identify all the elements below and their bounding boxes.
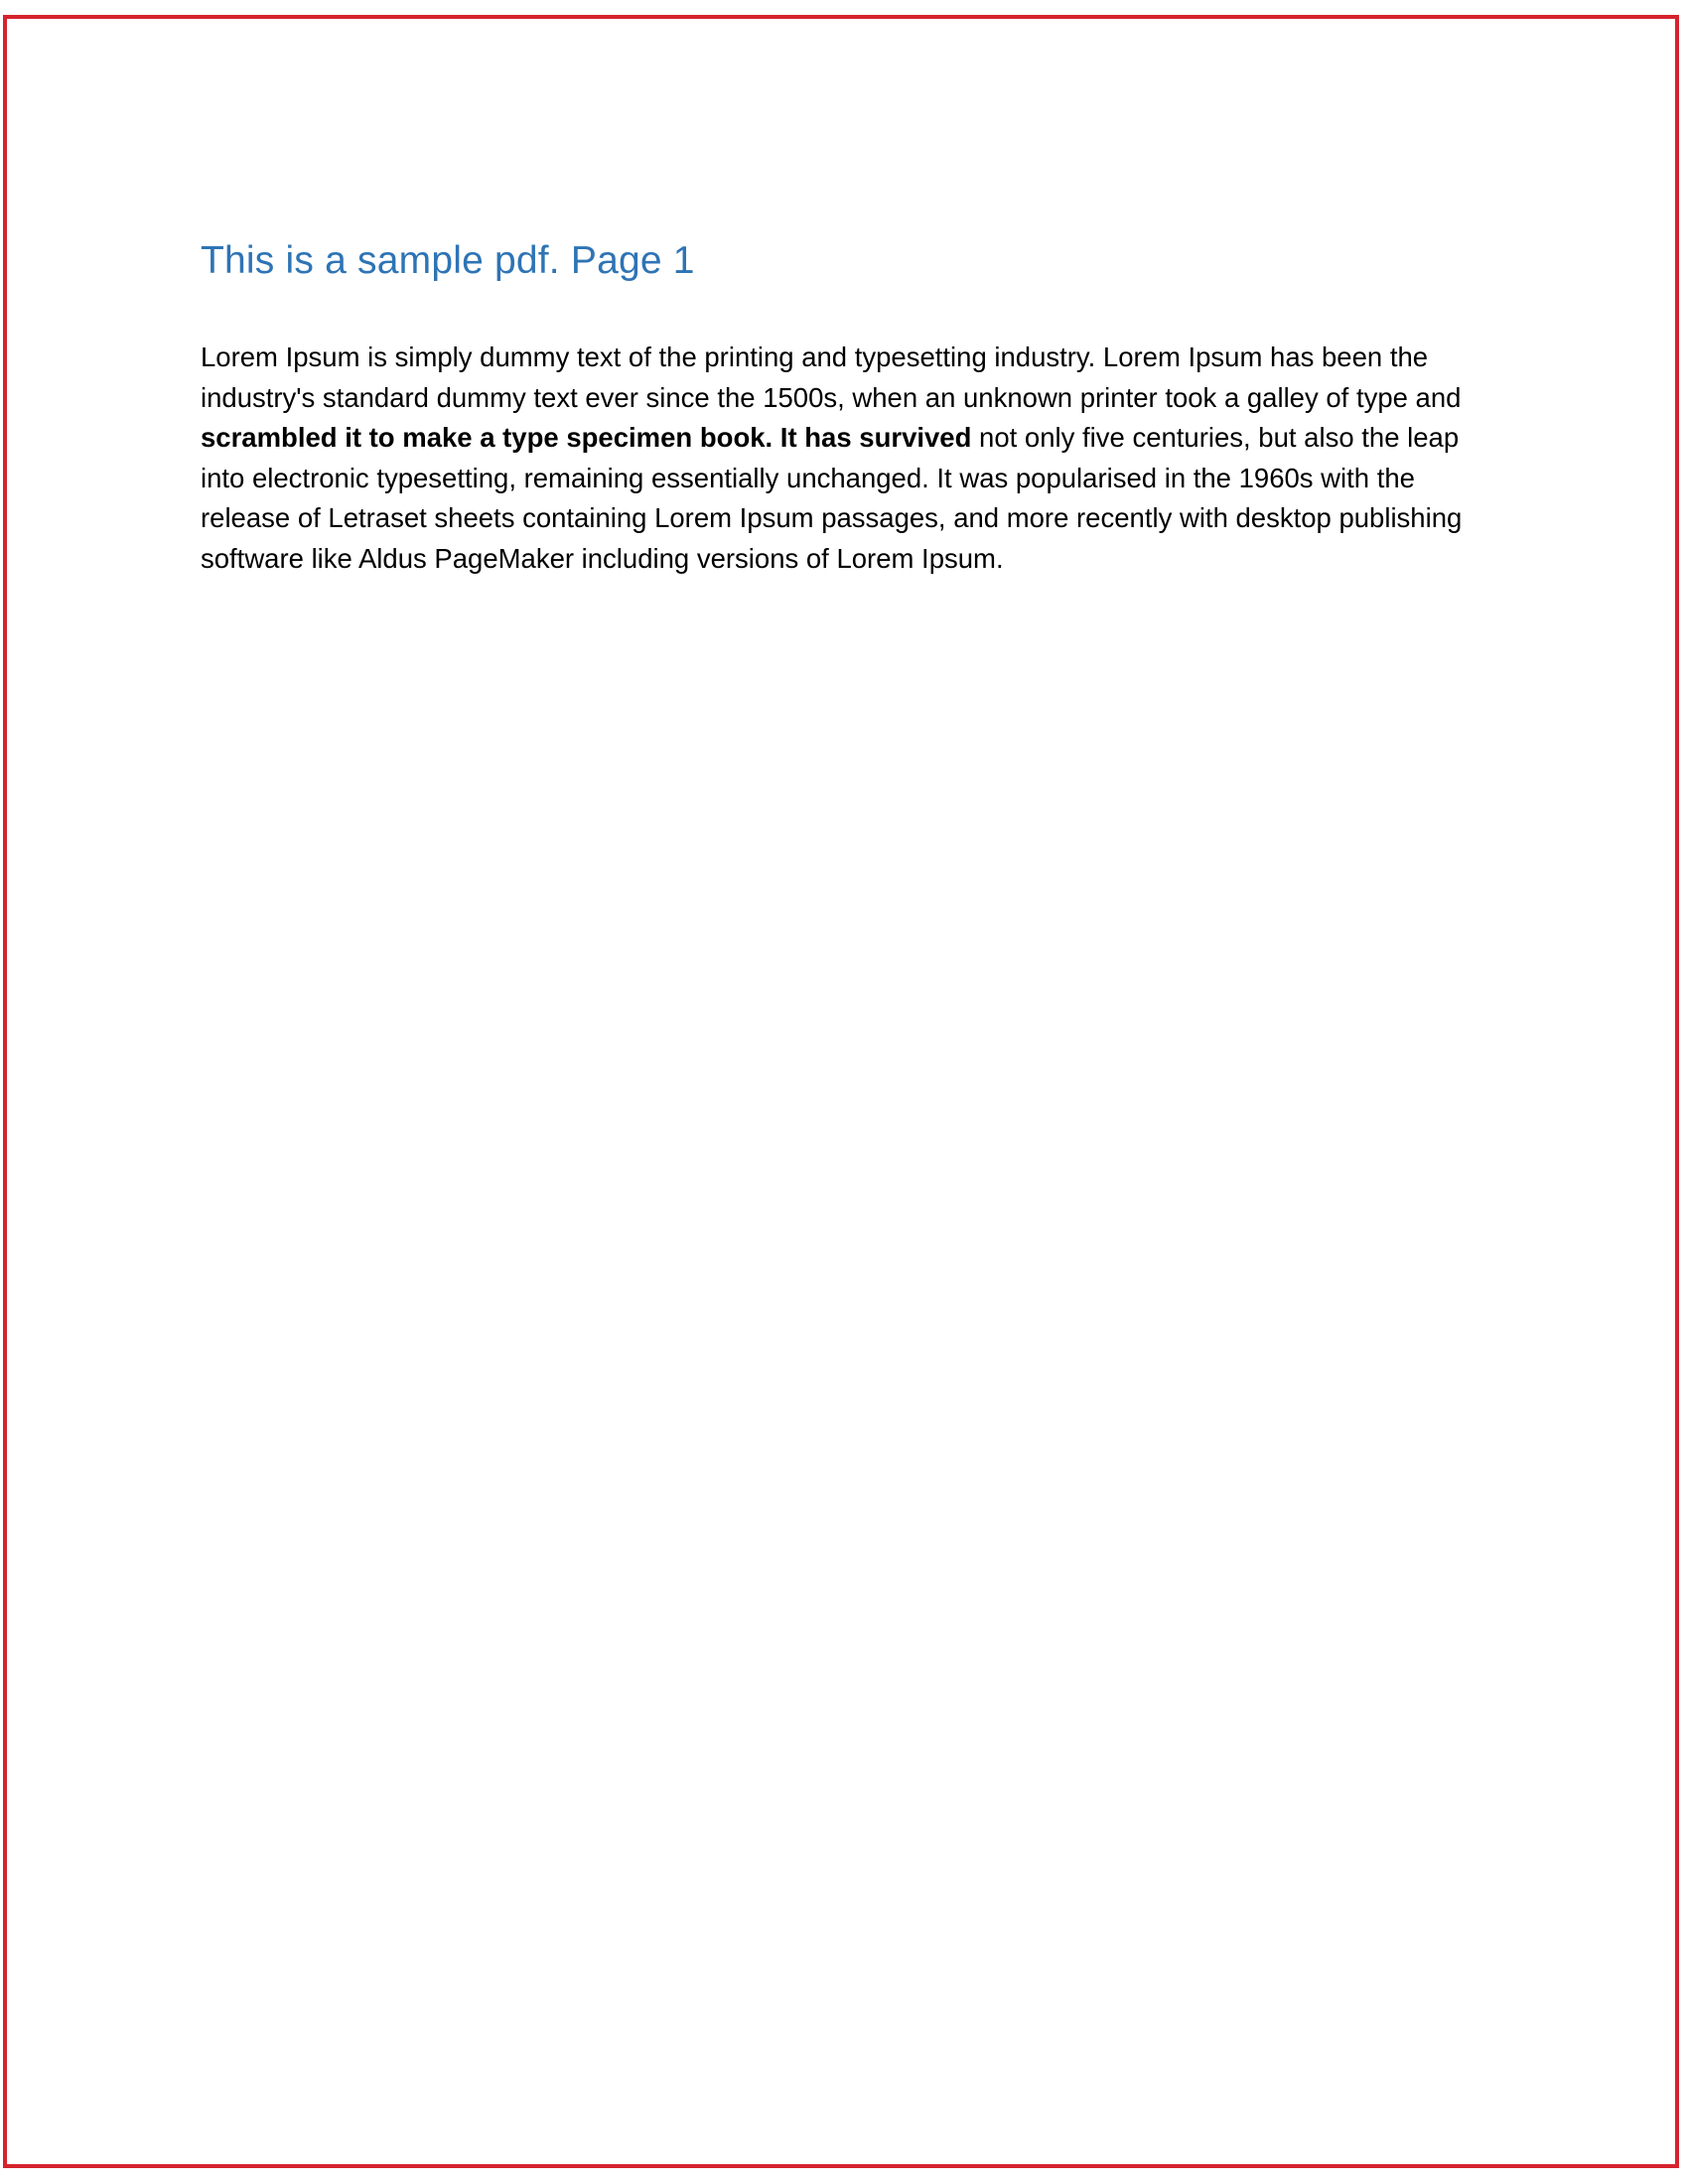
paragraph-bold-text: scrambled it to make a type specimen book. It has survived [201,422,972,454]
paragraph-text-end: not only five centuries, but also the leap into electronic typesetting, remaining essentially unchanged. It was popularised in the 1960s with the release of Letraset sheets containing Lorem Ipsum passages, and more recently with desktop publishing software like Aldus PageMaker including versions of Lorem Ipsum. [201,422,1463,574]
page-content [201,228,1491,580]
page-heading: This is a sample pdf. Page 1 [201,239,695,282]
paragraph-text-start: Lorem Ipsum is simply dummy text of the printing and typesetting industry. Lorem Ipsum has been the industry's standard dummy text ever since the 1500s, when an unknown printer took a galley of type and [201,341,1462,413]
body-paragraph [201,338,1491,580]
